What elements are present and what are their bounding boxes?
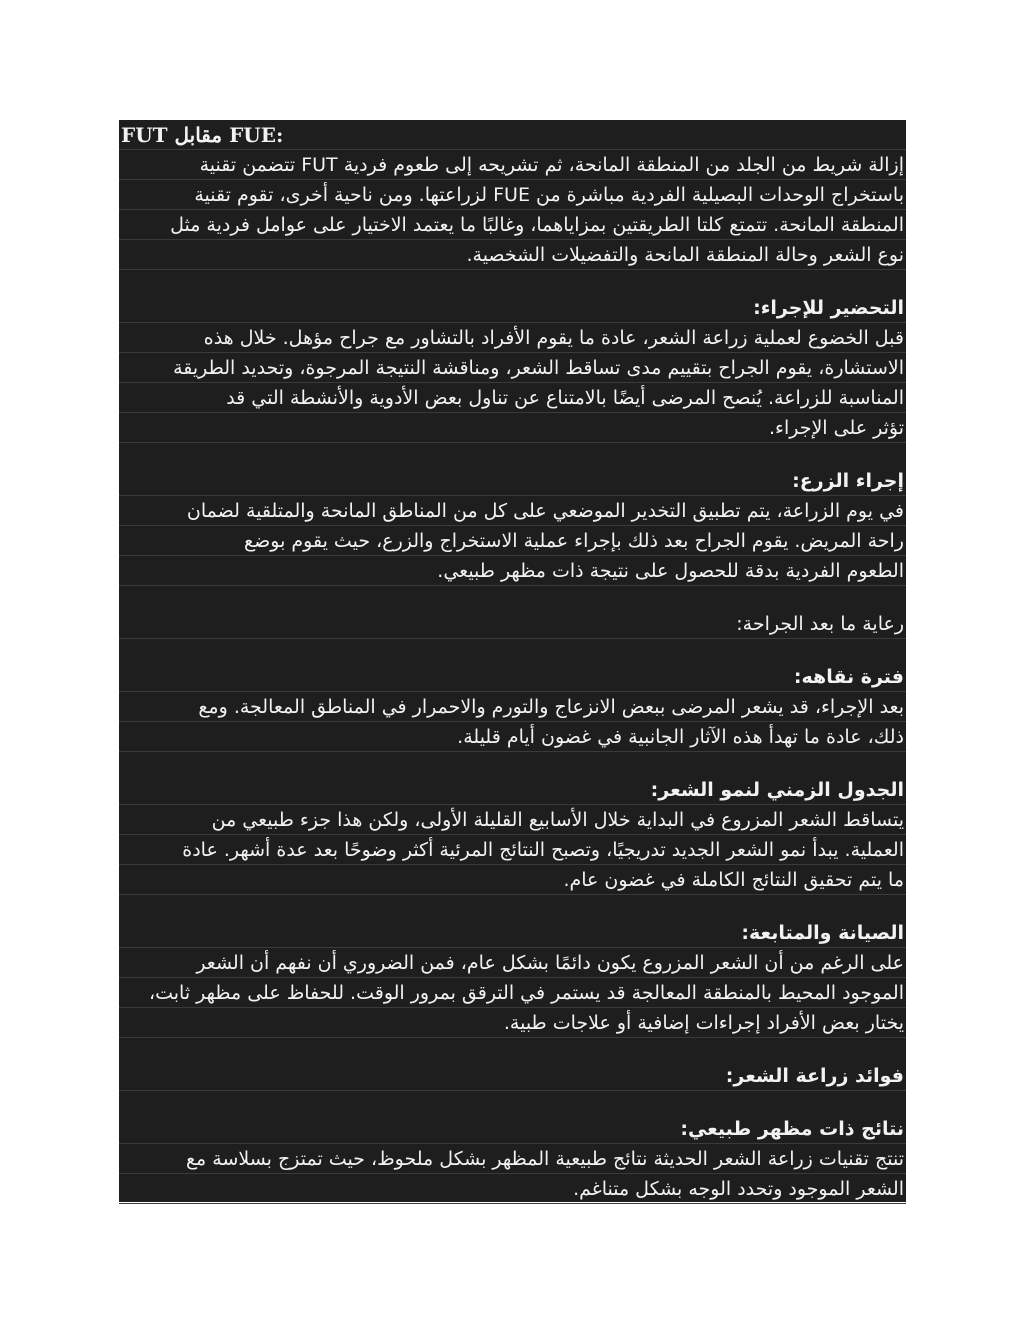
section-growth-timeline [119,775,906,895]
spacer [119,752,906,775]
spacer [119,1091,906,1114]
section-post-op [119,609,906,639]
section-recovery [119,662,906,752]
section-heading: الجدول الزمني لنمو الشعر: [119,775,906,805]
paragraph-line: نوع الشعر وحالة المنطقة المانحة والتفضيلات الشخصية. [119,240,906,270]
paragraph-line: في يوم الزراعة، يتم تطبيق التخدير الموضعي على كل من المناطق المانحة والمتلقية لضمان [119,496,906,526]
paragraph-line: المنطقة المانحة. تتمتع كلتا الطريقتين بمزاياهما، وغالبًا ما يعتمد الاختيار على عوامل فردية مثل [119,210,906,240]
section-heading: التحضير للإجراء: [119,293,906,323]
paragraph-line: على الرغم من أن الشعر المزروع يكون دائمًا بشكل عام، فمن الضروري أن نفهم أن الشعر [119,948,906,978]
section-heading: الصيانة والمتابعة: [119,918,906,948]
section-heading: نتائج ذات مظهر طبيعي: [119,1114,906,1144]
paragraph-line: الشعر الموجود وتحدد الوجه بشكل متناغم. [119,1174,906,1204]
paragraph-line: العملية. يبدأ نمو الشعر الجديد تدريجيًا، وتصبح النتائج المرئية أكثر وضوحًا بعد عدة أشهر. عادة [119,835,906,865]
spacer [119,639,906,662]
spacer [119,586,906,609]
spacer [119,895,906,918]
section-heading: رعاية ما بعد الجراحة: [119,609,906,639]
section-benefits [119,1061,906,1091]
paragraph-line: تنتج تقنيات زراعة الشعر الحديثة نتائج طبيعية المظهر بشكل ملحوظ، حيث تمتزج بسلاسة مع [119,1144,906,1174]
section-maintenance [119,918,906,1038]
paragraph-line: قبل الخضوع لعملية زراعة الشعر، عادة ما يقوم الأفراد بالتشاور مع جراح مؤهل. خلال هذه [119,323,906,353]
paragraph-line: يختار بعض الأفراد إجراءات إضافية أو علاجات طبية. [119,1008,906,1038]
section-heading: إجراء الزرع: [119,466,906,496]
paragraph-line: الطعوم الفردية بدقة للحصول على نتيجة ذات مظهر طبيعي. [119,556,906,586]
paragraph-line: باستخراج الوحدات البصيلية الفردية مباشرة من FUE لزراعتها. ومن ناحية أخرى، تقوم تقنية [119,180,906,210]
paragraph-line: بعد الإجراء، قد يشعر المرضى ببعض الانزعاج والتورم والاحمرار في المناطق المعالجة. ومع [119,692,906,722]
paragraph-line: ما يتم تحقيق النتائج الكاملة في غضون عام. [119,865,906,895]
document-page [119,120,906,1202]
spacer [119,443,906,466]
document-title: FUT مقابل FUE: [119,120,906,150]
spacer [119,1038,906,1061]
section-procedure [119,466,906,586]
paragraph-line: راحة المريض. يقوم الجراح بعد ذلك بإجراء عملية الاستخراج والزرع، حيث يقوم بوضع [119,526,906,556]
section-natural-results [119,1114,906,1204]
section-heading: فوائد زراعة الشعر: [119,1061,906,1091]
paragraph-line: إزالة شريط من الجلد من المنطقة المانحة، ثم تشريحه إلى طعوم فردية FUT تتضمن تقنية [119,150,906,180]
spacer [119,270,906,293]
intro-paragraph [119,150,906,270]
paragraph-line: المناسبة للزراعة. يُنصح المرضى أيضًا بالامتناع عن تناول بعض الأدوية والأنشطة التي قد [119,383,906,413]
paragraph-line: الاستشارة، يقوم الجراح بتقييم مدى تساقط الشعر، ومناقشة النتيجة المرجوة، وتحديد الطريقة [119,353,906,383]
paragraph-line: الموجود المحيط بالمنطقة المعالجة قد يستمر في الترقق بمرور الوقت. للحفاظ على مظهر ثابت، [119,978,906,1008]
paragraph-line: يتساقط الشعر المزروع في البداية خلال الأسابيع القليلة الأولى، ولكن هذا جزء طبيعي من [119,805,906,835]
section-heading: فترة نقاهه: [119,662,906,692]
section-preparation [119,293,906,443]
paragraph-line: ذلك، عادة ما تهدأ هذه الآثار الجانبية في غضون أيام قليلة. [119,722,906,752]
paragraph-line: تؤثر على الإجراء. [119,413,906,443]
